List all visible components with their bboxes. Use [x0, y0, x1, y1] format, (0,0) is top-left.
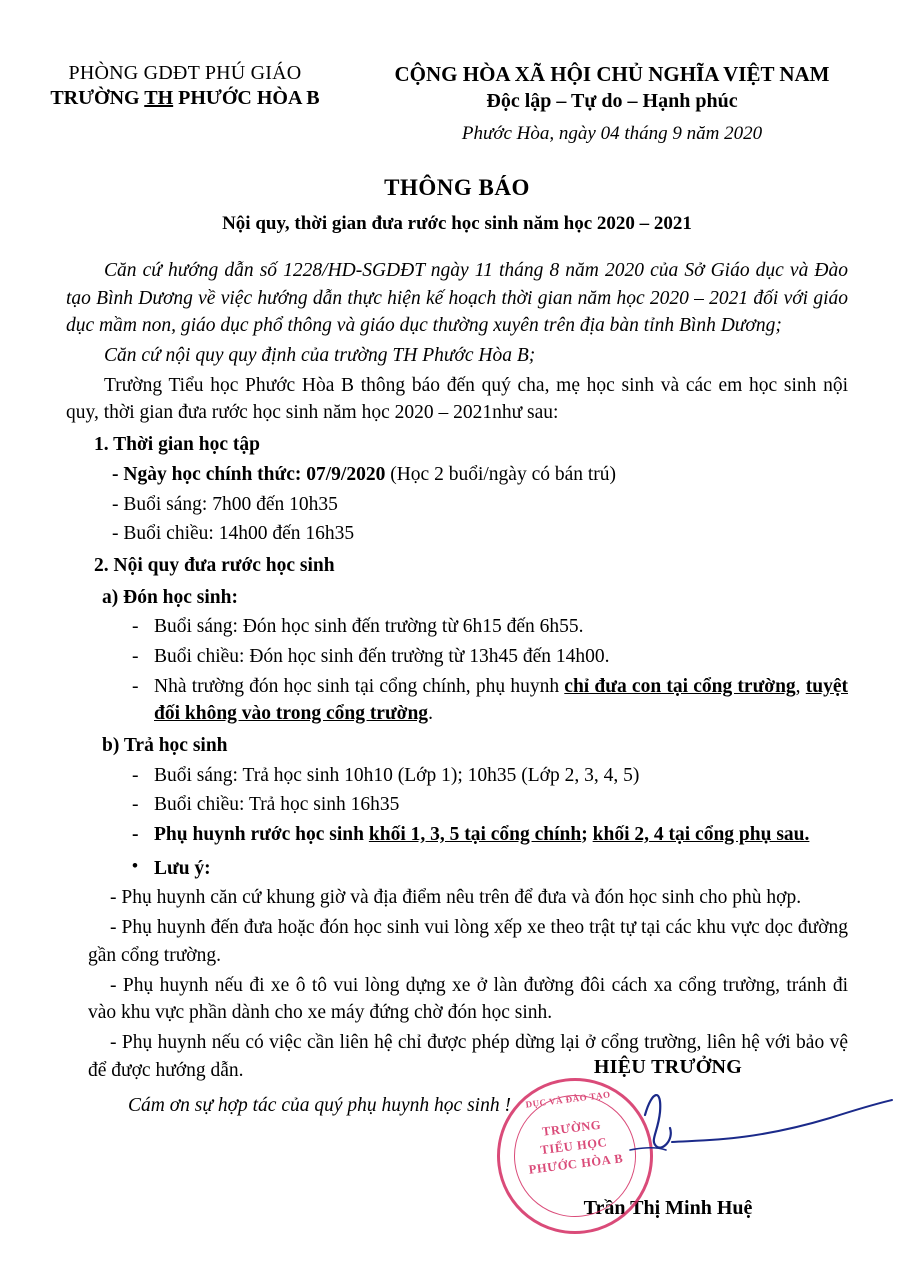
- official-start-date-note: (Học 2 buổi/ngày có bán trú): [385, 463, 617, 485]
- pickup-afternoon: - Buổi chiều: Trả học sinh 16h35: [128, 791, 848, 819]
- school-name: [20, 87, 350, 110]
- note-3: - Phụ huynh nếu đi xe ô tô vui lòng dựng xe ở làn đường đôi cách xa cổng trường, tránh đi vào khu vực phần dành cho xe máy đứng chờ đón học sinh.: [88, 974, 848, 1024]
- dropoff-morning: - Buổi sáng: Đón học sinh đến trường từ 6h15 đến 6h55.: [128, 613, 848, 641]
- legal-basis-2: Căn cứ nội quy quy định của trường TH Phước Hòa B;: [104, 345, 536, 367]
- pickup-gate-secondary: khối 2, 4 tại cổng phụ sau.: [592, 824, 810, 846]
- dropoff-gate-rule-emphasis-1: chỉ đưa con tại cổng trường: [564, 675, 796, 697]
- section-1-heading: 1. Thời gian học tập: [94, 434, 260, 456]
- pickup-gate-sep: ;: [581, 824, 593, 846]
- country-name: CỘNG HÒA XÃ HỘI CHỦ NGHĨA VIỆT NAM: [394, 62, 830, 86]
- stamp-arc-top: DỤC VÀ ĐÀO TẠO: [525, 1089, 612, 1110]
- stamp-line-2: TIỂU HỌC: [539, 1135, 608, 1158]
- signer-title: HIỆU TRƯỞNG: [593, 1056, 743, 1078]
- stamp-line-3: PHƯỚC HÒA B: [527, 1151, 625, 1177]
- national-heading: [350, 62, 914, 145]
- section-1-item-2: - Buổi sáng: 7h00 đến 10h35: [112, 493, 338, 515]
- department-name: PHÒNG GDĐT PHÚ GIÁO: [68, 62, 302, 84]
- note-2: - Phụ huynh đến đưa hoặc đón học sinh vui lòng xếp xe theo trật tự tại các khu vực dọc đường gần cổng trường.: [88, 917, 848, 966]
- school-name-underlined: TH: [144, 87, 174, 109]
- legal-basis-1: Căn cứ hướng dẫn số 1228/HD-SGDĐT ngày 11 tháng 8 năm 2020 của Sở Giáo dục và Đào tạo Bình Dương về việc hướng dẫn thực hiện kế hoạch thời gian năm học 2020 – 2021 đối với giáo dục mầm non, giáo dục phổ thông và giáo dục thường xuyên trên địa bàn tỉnh Bình Dương;: [66, 260, 848, 337]
- section-1-item-1: [112, 461, 848, 489]
- section-1-item-3: - Buổi chiều: 14h00 đến 16h35: [112, 523, 355, 545]
- pickup-gate-main: khối 1, 3, 5 tại cổng chính: [368, 824, 582, 846]
- section-2-heading: 2. Nội quy đưa rước học sinh: [94, 554, 335, 576]
- signer-name: Trần Thị Minh Huệ: [583, 1197, 753, 1219]
- dropoff-gate-rule-text: Nhà trường đón học sinh tại cổng chính, phụ huynh: [154, 675, 565, 697]
- pickup-morning: - Buổi sáng: Trả học sinh 10h10 (Lớp 1); 10h35 (Lớp 2, 3, 4, 5): [128, 762, 848, 790]
- school-name-prefix: TRƯỜNG: [50, 87, 145, 109]
- morning-schedule: Buổi sáng: 7h00 đến 10h35: [123, 493, 338, 515]
- notes-heading: • Lưu ý:: [128, 855, 848, 883]
- pickup-gate-lead: Phụ huynh rước học sinh: [154, 824, 369, 846]
- document-header: [0, 0, 914, 145]
- national-motto: Độc lập – Tự do – Hạnh phúc: [486, 90, 738, 112]
- dropoff-gate-rule-emphasis-2: tuyệt đối không vào trong cổng trường: [154, 675, 848, 725]
- dropoff-gate-rule-end: .: [428, 703, 433, 725]
- introduction-paragraph: Trường Tiểu học Phước Hòa B thông báo đến quý cha, mẹ học sinh và các em học sinh nội quy, thời gian đưa rước học sinh năm học 2020 – 2021như sau:: [66, 374, 848, 424]
- document-subtitle: Nội quy, thời gian đưa rước học sinh năm học 2020 – 2021: [222, 213, 692, 234]
- pickup-gate-assignment: [128, 821, 848, 849]
- place-and-date: Phước Hòa, ngày 04 tháng 9 năm 2020: [461, 123, 763, 144]
- title-block: [0, 175, 914, 235]
- afternoon-schedule: Buổi chiều: 14h00 đến 16h35: [123, 523, 355, 545]
- dropoff-gate-rule-sep: ,: [795, 675, 806, 697]
- section-2a-heading: a) Đón học sinh:: [102, 586, 238, 608]
- document-title: THÔNG BÁO: [384, 175, 530, 200]
- issuing-office: [0, 62, 350, 110]
- school-name-suffix: PHƯỚC HÒA B: [173, 87, 320, 109]
- note-1: - Phụ huynh căn cứ khung giờ và địa điểm nêu trên để đưa và đón học sinh cho phù hợp.: [110, 887, 802, 909]
- document-body: [66, 257, 848, 1120]
- official-start-date: - Ngày học chính thức: 07/9/2020: [112, 463, 386, 485]
- dropoff-afternoon: - Buổi chiều: Đón học sinh đến trường từ 13h45 đến 14h00.: [128, 643, 848, 671]
- stamp-line-1: TRƯỜNG: [541, 1117, 602, 1139]
- section-2b-heading: b) Trả học sinh: [102, 735, 228, 756]
- thanks-line: Cám ơn sự hợp tác của quý phụ huynh học sinh !: [128, 1095, 511, 1117]
- note-4: - Phụ huynh nếu có việc cần liên hệ chỉ được phép dừng lại ở cổng trường, liên hệ với bảo vệ để được hướng dẫn.: [88, 1031, 848, 1081]
- dropoff-gate-rule: [128, 673, 848, 728]
